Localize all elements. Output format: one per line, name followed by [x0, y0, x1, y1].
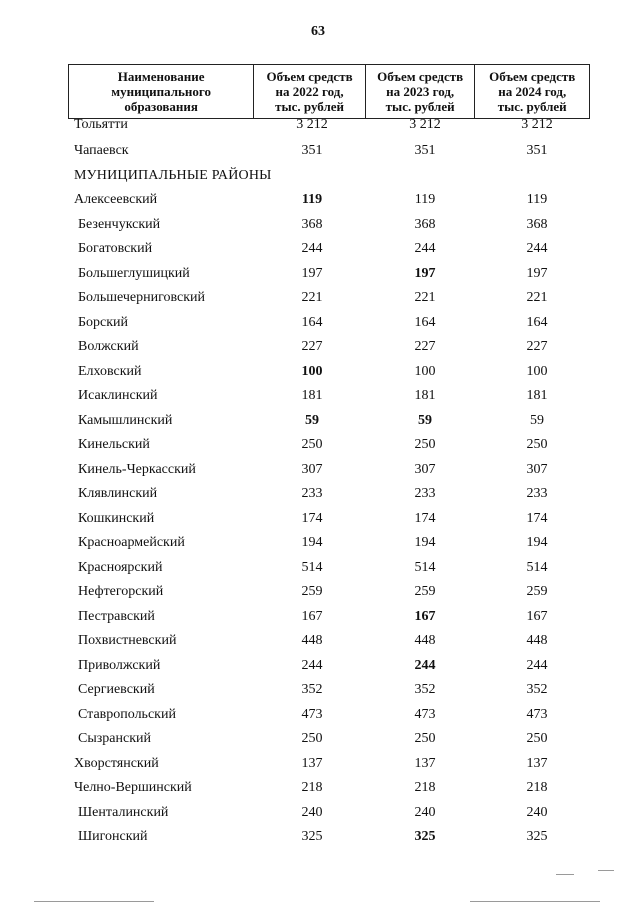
table-row — [0, 776, 636, 801]
row-name: Шигонский — [78, 829, 148, 844]
value-2023: 164 — [414, 314, 436, 330]
value-2024: 218 — [526, 780, 548, 795]
row-name: Шенталинский — [78, 804, 169, 820]
value-2024: 100 — [526, 363, 548, 379]
table-row — [0, 556, 636, 581]
value-2023: 100 — [414, 363, 436, 379]
row-name: Кинельский — [78, 437, 150, 452]
value-2023: 221 — [414, 290, 436, 305]
value-2024: 174 — [526, 510, 548, 526]
table-row — [0, 433, 636, 458]
value-2023: 233 — [414, 486, 436, 501]
value-2022: 221 — [301, 290, 323, 305]
value-2022: 137 — [301, 755, 323, 771]
value-2024: 325 — [526, 829, 548, 844]
value-2024: 197 — [526, 265, 548, 281]
value-2022: 167 — [301, 608, 323, 624]
scan-mark — [34, 901, 154, 902]
row-name: Клявлинский — [78, 486, 158, 501]
table-row — [0, 335, 636, 360]
table-row — [0, 507, 636, 532]
header-municipality: Наименование муниципального образования — [111, 69, 211, 114]
row-name: Красноармейский — [78, 535, 185, 550]
value-2022: 164 — [301, 314, 323, 330]
value-2024: 352 — [526, 682, 548, 697]
table-row — [0, 237, 636, 262]
value-2022: 307 — [301, 461, 323, 477]
row-name: Хворстянский — [74, 755, 159, 771]
value-2023: 244 — [414, 657, 436, 673]
row-name: Безенчукский — [78, 216, 161, 232]
value-2024: 250 — [526, 731, 548, 746]
value-2022: 59 — [305, 412, 319, 428]
table-row — [0, 458, 636, 483]
table-row — [0, 752, 636, 777]
table-row — [0, 654, 636, 679]
table-row — [0, 384, 636, 409]
value-2024: 194 — [526, 535, 548, 550]
value-2024: 514 — [526, 559, 548, 575]
value-2024: 181 — [526, 388, 548, 403]
row-name: Ставропольский — [78, 706, 176, 722]
value-2024: 244 — [526, 657, 548, 673]
table-row — [0, 286, 636, 311]
value-2024: 119 — [526, 192, 548, 207]
value-2024: 137 — [526, 755, 548, 771]
row-name: Борский — [78, 314, 129, 330]
value-2024: 368 — [526, 216, 548, 232]
row-name: Нефтегорский — [78, 584, 164, 599]
value-2024: 448 — [526, 633, 548, 648]
row-name: Челно-Вершинский — [74, 780, 192, 795]
value-2023: 307 — [414, 461, 436, 477]
row-name: Чапаевск — [74, 143, 129, 158]
header-2023: Объем средств на 2023 год, тыс. рублей — [365, 65, 475, 118]
value-2024: 244 — [526, 241, 548, 256]
value-2023: 448 — [414, 633, 436, 648]
row-name: Большечерниговский — [78, 290, 206, 305]
value-2023: 59 — [418, 412, 432, 428]
table-row — [0, 801, 636, 826]
row-name: Кинель-Черкасский — [78, 461, 196, 477]
value-2023: 194 — [414, 535, 436, 550]
value-2023: 174 — [414, 510, 436, 526]
value-2022: 448 — [301, 633, 323, 648]
section-title: МУНИЦИПАЛЬНЫЕ РАЙОНЫ — [74, 167, 272, 183]
value-2022: 514 — [301, 559, 323, 575]
table-row — [0, 678, 636, 703]
row-name: Сызранский — [78, 731, 151, 746]
value-2023: 368 — [414, 216, 436, 232]
table-row — [0, 360, 636, 385]
value-2022: 100 — [301, 363, 323, 379]
header-2022: Объем средств на 2022 год, тыс. рублей — [253, 65, 365, 118]
value-2024: 473 — [526, 706, 548, 722]
value-2022: 244 — [301, 657, 323, 673]
value-2024: 259 — [526, 584, 548, 599]
row-name: Богатовский — [78, 241, 153, 256]
header-2024: Объем средств на 2024 год, тыс. рублей — [474, 65, 589, 118]
value-2023: 250 — [414, 731, 436, 746]
row-name: Пестравский — [78, 608, 155, 624]
value-2022: 233 — [301, 486, 323, 501]
row-name: Алексеевский — [74, 192, 158, 207]
value-2022: 218 — [301, 780, 323, 795]
row-name: Похвистневский — [78, 633, 177, 648]
table-row — [0, 262, 636, 287]
value-2022: 325 — [301, 829, 323, 844]
value-2022: 174 — [301, 510, 323, 526]
table-row — [0, 139, 636, 164]
value-2023: 119 — [414, 192, 436, 207]
value-2024: 167 — [526, 608, 548, 624]
row-name: Волжский — [78, 339, 139, 354]
value-2023: 351 — [414, 143, 436, 158]
value-2024: 351 — [526, 143, 548, 158]
value-2024: 240 — [526, 804, 548, 820]
value-2022: 119 — [301, 192, 323, 207]
row-name: Елховский — [78, 363, 142, 379]
value-2022: 259 — [301, 584, 323, 599]
table-header — [68, 64, 590, 119]
value-2023: 514 — [414, 559, 436, 575]
district-rows — [0, 188, 636, 850]
value-2022: 227 — [301, 339, 323, 354]
scan-mark — [470, 901, 600, 902]
value-2023: 473 — [414, 706, 436, 722]
value-2022: 194 — [301, 535, 323, 550]
section-row — [0, 164, 636, 189]
row-name: Тольятти — [74, 117, 128, 132]
value-2022: 351 — [301, 143, 323, 158]
value-2023: 250 — [414, 437, 436, 452]
table-row — [0, 115, 636, 139]
table-row — [0, 409, 636, 434]
value-2022: 244 — [301, 241, 323, 256]
table-row — [0, 825, 636, 850]
value-2024: 250 — [526, 437, 548, 452]
value-2023: 244 — [414, 241, 436, 256]
value-2024: 307 — [526, 461, 548, 477]
value-2023: 137 — [414, 755, 436, 771]
value-2023: 3 212 — [409, 117, 441, 132]
value-2024: 164 — [526, 314, 548, 330]
row-name: Приволжский — [78, 657, 161, 673]
value-2022: 3 212 — [296, 117, 328, 132]
row-name: Красноярский — [78, 559, 163, 575]
value-2022: 250 — [301, 437, 323, 452]
table-row — [0, 703, 636, 728]
scan-mark — [556, 874, 574, 875]
row-name: Исаклинский — [78, 388, 158, 403]
value-2022: 368 — [301, 216, 323, 232]
value-2024: 59 — [530, 412, 544, 428]
row-name: Камышлинский — [78, 412, 173, 428]
value-2024: 221 — [526, 290, 548, 305]
value-2022: 473 — [301, 706, 323, 722]
table-row — [0, 580, 636, 605]
page-number: 63 — [311, 24, 325, 39]
table-row — [0, 482, 636, 507]
table-row — [0, 311, 636, 336]
value-2022: 250 — [301, 731, 323, 746]
value-2023: 181 — [414, 388, 436, 403]
value-2024: 3 212 — [521, 117, 553, 132]
table-body — [0, 115, 636, 850]
value-2024: 227 — [526, 339, 548, 354]
value-2023: 218 — [414, 780, 436, 795]
value-2022: 181 — [301, 388, 323, 403]
table-row — [0, 727, 636, 752]
value-2023: 240 — [414, 804, 436, 820]
value-2023: 197 — [414, 265, 436, 281]
table-row — [0, 629, 636, 654]
scan-mark — [598, 870, 614, 871]
value-2022: 240 — [301, 804, 323, 820]
value-2023: 325 — [414, 829, 436, 844]
row-name: Кошкинский — [78, 510, 155, 526]
value-2023: 259 — [414, 584, 436, 599]
table-row — [0, 605, 636, 630]
table-row — [0, 188, 636, 213]
row-name: Сергиевский — [78, 682, 155, 697]
value-2023: 167 — [414, 608, 436, 624]
value-2023: 352 — [414, 682, 436, 697]
table-row — [0, 213, 636, 238]
value-2023: 227 — [414, 339, 436, 354]
row-name: Большеглушицкий — [78, 265, 190, 281]
value-2024: 233 — [526, 486, 548, 501]
value-2022: 197 — [301, 265, 323, 281]
value-2022: 352 — [301, 682, 323, 697]
table-row — [0, 531, 636, 556]
